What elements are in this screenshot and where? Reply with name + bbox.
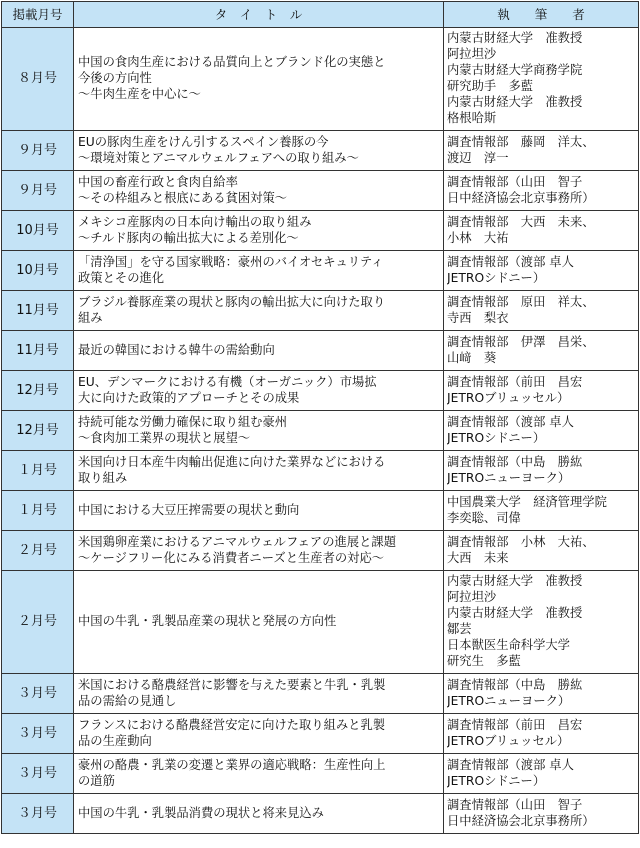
author-line: 調査情報部（渡部 卓人	[447, 757, 574, 772]
issue-cell: ３月号	[2, 674, 74, 714]
author-cell	[444, 754, 639, 794]
title-cell	[74, 451, 444, 491]
title-line: 取り組み	[78, 470, 128, 485]
author-line: 鄒芸	[447, 622, 472, 636]
author-cell	[444, 714, 639, 754]
title-line: 政策とその進化	[78, 270, 165, 285]
title-line: の道筋	[78, 773, 115, 788]
title-line: EUの豚肉生産をけん引するスペイン養豚の今	[78, 134, 329, 149]
issue-cell: ３月号	[2, 714, 74, 754]
title-cell	[74, 571, 444, 674]
author-line: 山﨑 葵	[447, 350, 497, 365]
issue-cell: ９月号	[2, 171, 74, 211]
header-title: タ イ ト ル	[74, 2, 444, 28]
author-line: 日中経済協会北京事務所）	[447, 813, 595, 828]
title-line: 「清浄国」を守る国家戦略：豪州のバイオセキュリティ	[78, 254, 384, 269]
table-row	[2, 371, 639, 411]
title-line: 中国における大豆圧搾需要の現状と動向	[78, 502, 300, 517]
author-cell	[444, 251, 639, 291]
issue-cell: ２月号	[2, 571, 74, 674]
header-row	[2, 2, 639, 28]
author-line: 中国農業大学 経済管理学院	[447, 494, 607, 509]
author-cell	[444, 331, 639, 371]
table-row	[2, 331, 639, 371]
author-line: 日本獣医生命科学大学	[447, 637, 570, 652]
issue-cell: 12月号	[2, 371, 74, 411]
title-cell	[74, 331, 444, 371]
title-cell	[74, 491, 444, 531]
title-line: ブラジル養豚産業の現状と豚肉の輸出拡大に向けた取り	[78, 294, 386, 309]
title-line: 持続可能な労働力確保に取り組む豪州	[78, 414, 288, 429]
author-line: 寺西 梨衣	[447, 310, 509, 325]
table-row	[2, 411, 639, 451]
title-cell	[74, 674, 444, 714]
author-line: 内蒙古財経大学 准教授	[447, 574, 583, 589]
title-line: ～ケージフリー化にみる消費者ニーズと生産者の対応～	[78, 550, 385, 565]
title-cell	[74, 531, 444, 571]
title-line: 今後の方向性	[78, 71, 152, 86]
issue-cell: 11月号	[2, 331, 74, 371]
author-line: 研究助手 多藍	[447, 79, 534, 93]
author-cell	[444, 674, 639, 714]
author-cell	[444, 171, 639, 211]
issue-cell: 10月号	[2, 251, 74, 291]
title-line: 品の需給の見通し	[78, 693, 177, 708]
author-line: 調査情報部 原田 祥太、	[447, 294, 595, 309]
author-line: 内蒙古財経大学 准教授	[447, 94, 583, 109]
author-cell	[444, 211, 639, 251]
author-cell	[444, 491, 639, 531]
issue-cell: ８月号	[2, 28, 74, 131]
issue-cell: ３月号	[2, 794, 74, 834]
issue-cell: １月号	[2, 491, 74, 531]
author-line: 阿拉坦沙	[447, 590, 497, 605]
author-line: JETROシドニー）	[447, 270, 546, 285]
author-line: 調査情報部（渡部 卓人	[447, 254, 574, 269]
author-line: JETROニューヨーク）	[447, 693, 571, 708]
title-cell	[74, 411, 444, 451]
table-row	[2, 211, 639, 251]
table-row	[2, 571, 639, 674]
header-issue: 掲載月号	[2, 2, 74, 28]
issue-cell: １月号	[2, 451, 74, 491]
author-line: 調査情報部 大西 未来、	[447, 214, 595, 229]
title-line: 品の生産動向	[78, 733, 152, 748]
table-row	[2, 714, 639, 754]
title-line: 米国向け日本産牛肉輸出促進に向けた業界などにおける	[78, 454, 386, 469]
table-row	[2, 131, 639, 171]
author-line: 日中経済協会北京事務所）	[447, 190, 595, 205]
title-line: 組み	[78, 310, 103, 325]
title-line: フランスにおける酪農経営安定に向けた取り組みと乳製	[78, 717, 386, 732]
author-line: 調査情報部（山田 智子	[447, 797, 583, 812]
author-cell	[444, 531, 639, 571]
title-cell	[74, 171, 444, 211]
title-line: 米国における酪農経営に影響を与えた要素と牛乳・乳製	[78, 677, 386, 692]
title-line: 大に向けた政策的アプローチとその成果	[78, 390, 300, 405]
table-row	[2, 251, 639, 291]
author-cell	[444, 411, 639, 451]
title-line: 米国鶏卵産業におけるアニマルウェルフェアの進展と課題	[78, 534, 396, 549]
author-line: 渡辺 淳一	[447, 150, 509, 165]
author-cell	[444, 28, 639, 131]
table-row	[2, 674, 639, 714]
author-line: 調査情報部（前田 昌宏	[447, 374, 583, 389]
author-line: JETROシドニー）	[447, 773, 546, 788]
title-line: ～チルド豚肉の輸出拡大による差別化～	[78, 230, 299, 245]
author-line: 小林 大祐	[447, 230, 509, 245]
title-line: ～その枠組みと根底にある貧困対策～	[78, 190, 288, 205]
author-cell	[444, 371, 639, 411]
title-line: 最近の韓国における韓牛の需給動向	[78, 342, 275, 357]
table-row	[2, 171, 639, 211]
author-line: 阿拉坦沙	[447, 47, 497, 62]
author-cell	[444, 571, 639, 674]
table-row	[2, 451, 639, 491]
title-cell	[74, 131, 444, 171]
author-line: JETROブリュッセル）	[447, 390, 570, 405]
title-line: ～牛肉生産を中心に～	[78, 86, 201, 101]
issue-cell: 11月号	[2, 291, 74, 331]
title-line: EU、デンマークにおける有機（オーガニック）市場拡	[78, 374, 377, 389]
author-cell	[444, 131, 639, 171]
title-cell	[74, 251, 444, 291]
author-line: 内蒙古財経大学 准教授	[447, 31, 583, 46]
author-cell	[444, 794, 639, 834]
title-line: メキシコ産豚肉の日本向け輸出の取り組み	[78, 214, 312, 229]
author-line: 調査情報部（前田 昌宏	[447, 717, 583, 732]
author-line: 大西 未来	[447, 550, 509, 565]
author-line: 調査情報部 藤岡 洋太、	[447, 134, 595, 149]
title-cell	[74, 291, 444, 331]
title-cell	[74, 714, 444, 754]
author-line: 調査情報部（渡部 卓人	[447, 414, 574, 429]
title-line: 豪州の酪農・乳業の変遷と業界の適応戦略：生産性向上	[78, 757, 386, 772]
title-line: 中国の牛乳・乳製品産業の現状と発展の方向性	[78, 614, 337, 629]
table-row	[2, 491, 639, 531]
header-author: 執 筆 者	[444, 2, 639, 28]
title-line: 中国の畜産行政と食肉自給率	[78, 174, 238, 189]
author-cell	[444, 291, 639, 331]
author-line: JETROニューヨーク）	[447, 470, 571, 485]
table-row	[2, 28, 639, 131]
title-line: ～食肉加工業界の現状と展望～	[78, 430, 251, 445]
title-cell	[74, 211, 444, 251]
table-row	[2, 794, 639, 834]
author-line: 調査情報部 伊澤 昌栄、	[447, 334, 595, 349]
title-cell	[74, 28, 444, 131]
issue-cell: 10月号	[2, 211, 74, 251]
issue-cell: 12月号	[2, 411, 74, 451]
author-line: JETROブリュッセル）	[447, 733, 570, 748]
issue-cell: ９月号	[2, 131, 74, 171]
issue-cell: ２月号	[2, 531, 74, 571]
title-line: 中国の食肉生産における品質向上とブランド化の実態と	[78, 55, 386, 70]
author-line: 調査情報部（中島 勝紘	[447, 454, 583, 469]
table-row	[2, 531, 639, 571]
author-line: JETROシドニー）	[447, 430, 546, 445]
articles-table	[1, 1, 639, 834]
author-cell	[444, 451, 639, 491]
author-line: 調査情報部 小林 大祐、	[447, 534, 595, 549]
author-line: 内蒙古財経大学 准教授	[447, 606, 583, 621]
title-cell	[74, 371, 444, 411]
author-line: 李奕聡、司偉	[447, 510, 521, 525]
title-line: 中国の牛乳・乳製品消費の現状と将来見込み	[78, 805, 324, 820]
title-cell	[74, 754, 444, 794]
title-cell	[74, 794, 444, 834]
author-line: 調査情報部（中島 勝紘	[447, 677, 583, 692]
issue-cell: ３月号	[2, 754, 74, 794]
author-line: 調査情報部（山田 智子	[447, 174, 583, 189]
author-line: 内蒙古財経大学商務学院	[447, 63, 583, 78]
table-row	[2, 291, 639, 331]
table-row	[2, 754, 639, 794]
author-line: 研究生 多藍	[447, 653, 521, 668]
title-line: ～環境対策とアニマルウェルフェアへの取り組み～	[78, 150, 359, 165]
author-line: 格根哈斯	[447, 110, 497, 125]
